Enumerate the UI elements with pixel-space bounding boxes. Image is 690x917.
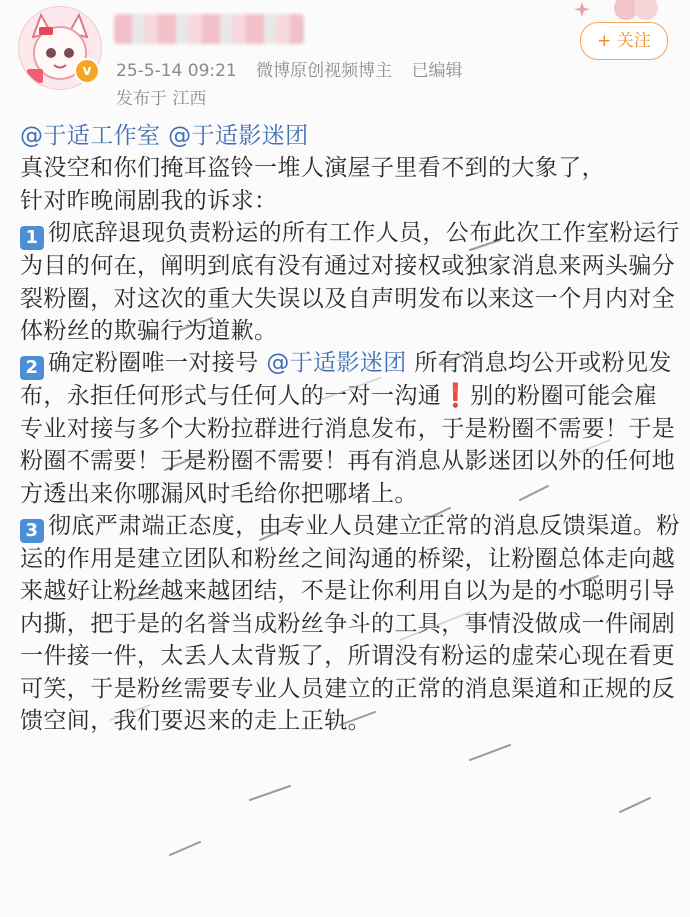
point-2-text-a: 确定粉圈唯一对接号	[48, 350, 267, 377]
post-location: 发布于 江西	[116, 89, 207, 109]
point-1-text: 彻底辞退现负责粉运的所有工作人员，公布此次工作室粉运行为目的何在，阐明到底有没有通过对接权或独家消息来两头骗分裂粉圈，对这次的重大失误以及自声明发布以来这一个月内对全体粉丝的欺骗行为道歉。	[20, 220, 680, 345]
mention-studio[interactable]: @于适工作室	[20, 123, 161, 149]
post-body	[20, 120, 680, 738]
post-header	[0, 0, 690, 110]
mention-fanclub-inline[interactable]: @于适影迷团	[266, 350, 407, 377]
point-2-text-c: 别的粉圈可能会雇专业对接与多个大粉拉群进行消息发布，于是粉圈不需要！于是粉圈不需要！于是粉圈不需要！再有消息从影迷团以外的任何地方透出来你哪漏风时毛给你把哪堵上。	[20, 383, 676, 507]
mention-line	[20, 120, 680, 152]
point-3-text: 彻底严肃端正态度，由专业人员建立正常的消息反馈渠道。粉运的作用是建立团队和粉丝之间沟通的桥梁，让粉圈总体走向越来越好让粉丝越来越团结，不是让你利用自以为是的小聪明引导内撕，把于是的名誉当成粉丝争斗的工具，事情没做成一件闹剧一件接一件，太丢人太背叛了，所谓没有粉运的虚荣心现在看更可笑，于是粉丝需要专业人员建立的正常的消息渠道和正规的反馈空间，我们要迟来的走上正轨。	[20, 513, 680, 735]
number-2-icon: 2	[20, 356, 44, 380]
intro-line-2: 针对昨晚闹剧我的诉求：	[20, 187, 278, 214]
post-source: 微博原创视频博主	[256, 61, 393, 81]
number-3-icon: 3	[20, 519, 44, 543]
verified-badge: v	[74, 58, 100, 84]
point-1	[20, 217, 680, 347]
point-2	[20, 347, 680, 510]
post-meta	[116, 56, 477, 81]
point-3	[20, 510, 680, 737]
username-blurred[interactable]	[114, 14, 304, 44]
intro-line-1: 真没空和你们掩耳盗铃一堆人演屋子里看不到的大象了，	[20, 155, 605, 182]
post-date: 25-5-14 09:21	[116, 61, 237, 81]
exclamation-icon: ❗	[441, 383, 471, 410]
mention-fanclub[interactable]: @于适影迷团	[168, 123, 309, 149]
point-2-text-b: 所有消息均公开或粉见发布，永拒任何形式与任何人的一对一沟通	[20, 350, 672, 410]
sticker-decoration	[568, 0, 664, 22]
edited-label[interactable]: 已编辑	[411, 61, 463, 81]
follow-button[interactable]: + 关注	[580, 22, 668, 60]
number-1-icon: 1	[20, 226, 44, 250]
